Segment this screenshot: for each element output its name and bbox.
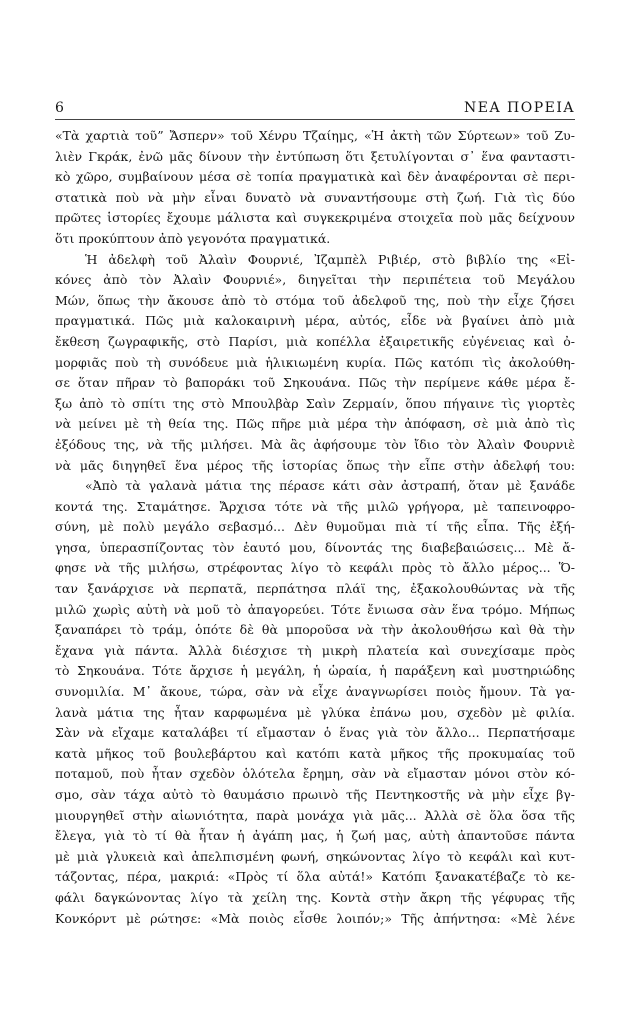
page-header [55, 96, 575, 120]
text-line: ἔκθεση ζωγραφικῆς, στὸ Παρίσι, μιὰ κοπέλλα ἐξαιρετικῆς εὐγένειας καὶ ὀ- [55, 333, 575, 349]
text-line: νὰ μείνει μὲ τὴ θεία της. Πῶς πῆρε μιὰ μέρα τὴν ἀπόφαση, σὲ μιὰ ἀπὸ τὶς [55, 416, 575, 432]
text-line: κατὰ μῆκος τοῦ βουλεβάρτου καὶ κατόπι κατὰ μῆκος τῆς προκυμαίας τοῦ [55, 745, 575, 761]
text-line: λανὰ μάτια της ἦταν καρφωμένα μὲ γλύκα ἐπάνω μου, σχεδὸν μὲ φιλία. [55, 704, 575, 720]
text-line: κὸ χῶρο, συμβαίνουν μέσα σὲ τοπία πραγματικὰ καὶ δὲν ἀναφέρονται σὲ περι- [55, 169, 575, 185]
text-line: ἔχανα γιὰ πάντα. Ἀλλὰ διέσχισε τὴ μικρὴ πλατεία καὶ συνεχίσαμε πρὸς [55, 642, 575, 658]
text-line: τάζοντας, πέρα, μακριά: «Πρὸς τί ὅλα αὐτά!» Κατόπι ξανακατέβαζε τὸ κε- [55, 869, 575, 885]
text-line: πραγματικά. Πῶς μιὰ καλοκαιρινὴ μέρα, αὐτός, εἶδε νὰ βγαίνει ἀπὸ μιὰ [55, 313, 575, 329]
running-head: ΝΕΑ ΠΟΡΕΙΑ [464, 100, 575, 116]
text-line: Ἡ ἀδελφὴ τοῦ Ἀλαὶν Φουρνιέ, Ἰζαμπὲλ Ριβιέρ, στὸ βιβλίο της «Εἰ- [85, 251, 575, 267]
text-line: τὸ Σηκουάνα. Τότε ἄρχισε ἡ μεγάλη, ἡ ὡραία, ἡ παράξενη καὶ μυστηριώδης [55, 663, 575, 679]
page-number: 6 [55, 100, 65, 116]
text-line: μιλῶ χωρὶς αὐτὴ νὰ μοῦ τὸ ἀπαγορεύει. Τότε ἔνιωσα σὰν ἕνα τρόμο. Μήπως [55, 601, 575, 617]
text-line: λιὲν Γκράκ, ἐνῶ μᾶς δίνουν τὴν ἐντύπωση ὅτι ξετυλίγονται σ᾽ ἕνα φανταστι- [55, 148, 575, 164]
text-line: κοντά της. Σταμάτησε. Ἄρχισα τότε νὰ τῆς μιλῶ γρήγορα, μὲ ταπεινοφρο- [55, 498, 575, 514]
text-line: γησα, ὑπερασπίζοντας τὸν ἑαυτό μου, δίνοντάς της διαβεβαιώσεις... Μὲ ἄ- [55, 539, 575, 555]
text-line: σε ὅταν πῆραν τὸ βαποράκι τοῦ Σηκουάνα. Πῶς τὴν περίμενε κάθε μέρα ἔ- [55, 375, 575, 391]
text-line: Μών, ὅπως τὴν ἄκουσε ἀπὸ τὸ στόμα τοῦ ἀδελφοῦ της, ποὺ τὴν εἶχε ζήσει [55, 292, 575, 308]
text-line: ταν ξανάρχισε νὰ περπατᾶ, περπάτησα πλάϊ της, ἐξακολουθώντας νὰ τῆς [55, 581, 575, 597]
text-line: συνομιλία. Μ᾽ ἄκουε, τώρα, σὰν νὰ εἶχε ἀναγνωρίσει ποιὸς ἤμουν. Τὰ γα- [55, 684, 575, 700]
text-line: Κονκόρντ μὲ ρώτησε: «Μὰ ποιὸς εἶσθε λοιπόν;» Τῆς ἀπήντησα: «Μὲ λένε [55, 910, 575, 926]
text-line: ἔλεγα, γιὰ τὸ τί θὰ ἦταν ἡ ἀγάπη μας, ἡ ζωή μας, αὐτὴ ἀπαντοῦσε πάντα [55, 828, 575, 844]
text-line: ποταμοῦ, ποὺ ἦταν σχεδὸν ὁλότελα ἔρημη, σὰν νὰ εἴμασταν μόνοι στὸν κό- [55, 766, 575, 782]
text-line: φάλι δαγκώνοντας λίγο τὰ χείλη της. Κοντὰ στὴν ἄκρη τῆς γέφυρας τῆς [55, 889, 575, 905]
text-line: ἐξόδους της, νὰ τῆς μιλήσει. Μὰ ἂς ἀφήσουμε τὸν ἴδιο τὸν Ἀλαὶν Φουρνιὲ [55, 436, 575, 452]
text-line: κόνες ἀπὸ τὸν Ἀλαὶν Φουρνιέ», διηγεῖται τὴν περιπέτεια τοῦ Μεγάλου [55, 272, 575, 288]
text-line: ξαναπάρει τὸ τράμ, ὁπότε δὲ θὰ μποροῦσα νὰ τὴν ἀκολουθήσω καὶ θὰ τὴν [55, 622, 575, 638]
text-line: στατικὰ ποὺ νὰ μὴν εἶναι δυνατὸ νὰ συναντήσουμε στὴ ζωή. Γιὰ τὶς δύο [55, 189, 575, 205]
text-line: νὰ μᾶς διηγηθεῖ ἕνα μέρος τῆς ἱστορίας ὅπως τὴν εἶπε στὴν ἀδελφή του: [55, 457, 575, 473]
text-line: μὲ μιὰ γλυκειὰ καὶ ἀπελπισμένη φωνή, σηκώνοντας λίγο τὸ κεφάλι καὶ κυτ- [55, 848, 575, 864]
text-line: σμο, σὰν τάχα αὐτὸ τὸ θαυμάσιο πρωινὸ τῆς Πεντηκοστῆς νὰ μὴν εἶχε βγ- [55, 787, 575, 802]
text-line: πρῶτες ἱστορίες ἔχουμε μάλιστα καὶ συγκεκριμένα στοιχεῖα ποὺ μᾶς δείχνουν [55, 210, 575, 226]
header-rule [55, 119, 575, 120]
text-line: μορφιᾶς ποὺ τὴ συνόδευε μιὰ ἡλικιωμένη κυρία. Πῶς κατόπι τὶς ἀκολούθη- [55, 354, 575, 370]
text-line: μιουργηθεῖ στὴν αἰωνιότητα, παρὰ μονάχα γιὰ μᾶς... Ἀλλὰ σὲ ὅλα ὅσα τῆς [55, 807, 575, 823]
text-line: Σὰν νὰ εἴχαμε καταλάβει τί εἴμασταν ὁ ἕνας γιὰ τὸν ἄλλο... Περπατήσαμε [55, 725, 575, 741]
body-text [55, 126, 575, 929]
text-line: φησε νὰ τῆς μιλήσω, στρέφοντας λίγο τὸ κεφάλι πρὸς τὸ ἄλλο μέρος... Ὅ- [55, 560, 575, 576]
text-line: «Τὰ χαρτιὰ τοῦ” Ἄσπερν» τοῦ Χένρυ Τζαίημς, «Ἡ ἀκτὴ τῶν Σύρτεων» τοῦ Ζυ- [55, 128, 575, 143]
text-line: σύνη, μὲ πολὺ μεγάλο σεβασμό... Δὲν θυμοῦμαι πιὰ τί τῆς εἶπα. Τῆς ἐξή- [55, 519, 575, 535]
text-line: ξω ἀπὸ τὸ σπίτι της στὸ Μπουλβὰρ Σαὶν Ζερμαίν, ὅπου πήγαινε τὶς γιορτὲς [55, 395, 575, 411]
text-line: «Ἀπὸ τὰ γαλανὰ μάτια της πέρασε κάτι σὰν ἀστραπή, ὅταν μὲ ξανάδε [85, 478, 575, 494]
text-line: ὅτι προκύπτουν ἀπὸ γεγονότα πραγματικά. [55, 230, 331, 246]
